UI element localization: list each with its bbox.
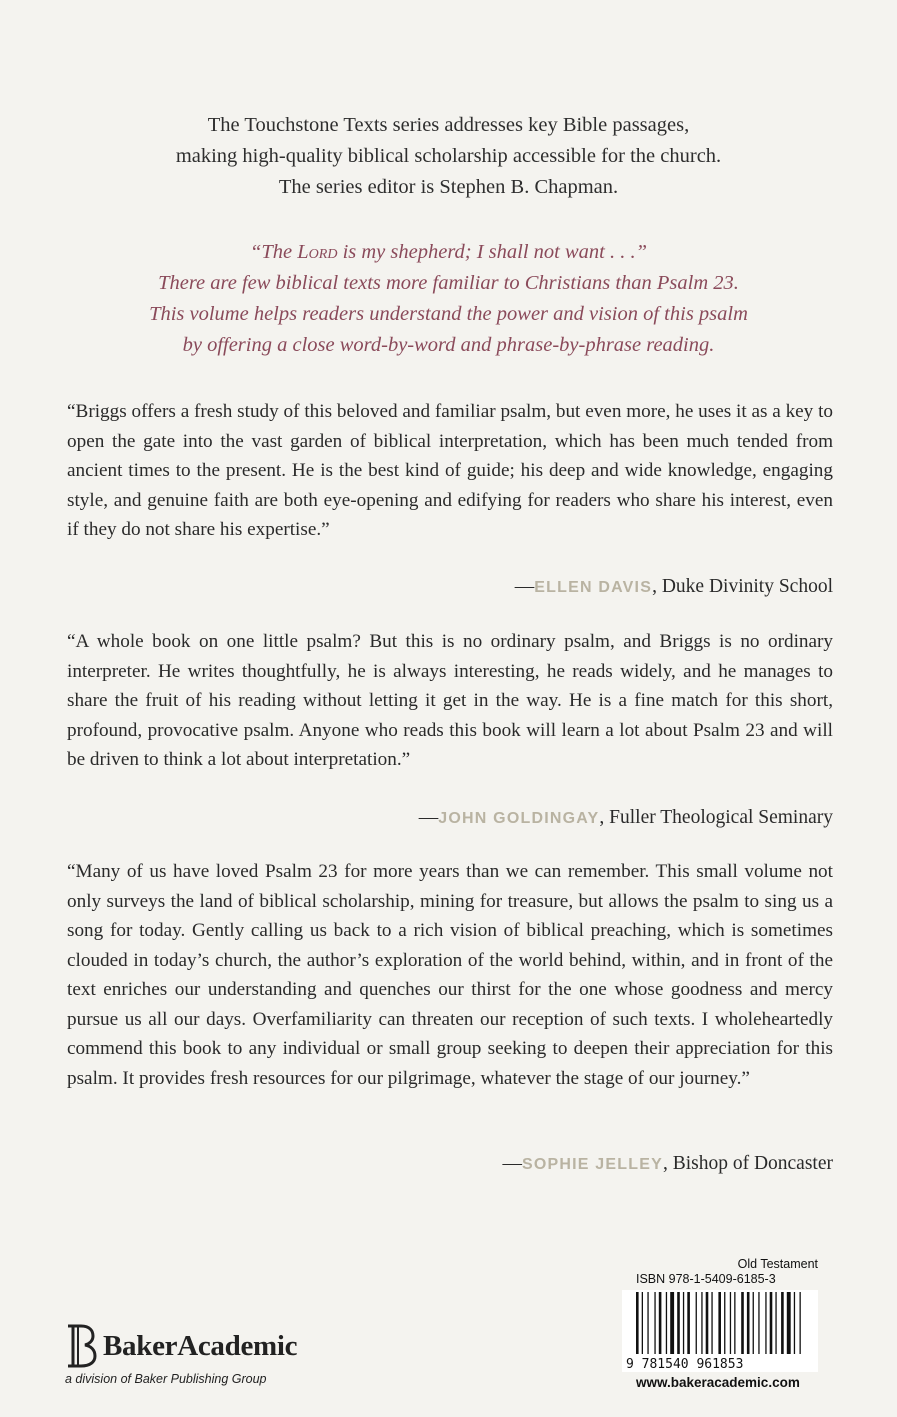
pitch-line-4: by offering a close word-by-word and phrase-by-phrase reading.	[182, 334, 715, 356]
endorser-name: ELLEN DAVIS	[534, 579, 653, 596]
barcode-bar	[794, 1292, 795, 1354]
barcode-digits: 9 781540 961853	[626, 1357, 744, 1372]
baker-b-logo-icon	[63, 1324, 99, 1368]
publisher-block	[63, 1324, 297, 1386]
publisher-subtitle: a division of Baker Publishing Group	[65, 1372, 267, 1386]
barcode-image	[622, 1290, 818, 1372]
endorser-name: SOPHIE JELLEY	[521, 1156, 663, 1173]
barcode-bar	[724, 1292, 725, 1354]
endorsement-attribution-jelley	[502, 1153, 833, 1175]
barcode-bar	[666, 1292, 667, 1354]
publisher-url: www.bakeracademic.com	[636, 1375, 800, 1390]
series-intro-line: The Touchstone Texts series addresses key Bible passages,	[207, 114, 690, 136]
pitch-text: “The	[249, 241, 298, 263]
barcode-bar	[696, 1292, 697, 1354]
attribution-dash: —	[418, 807, 439, 828]
barcode-bar	[687, 1292, 690, 1354]
barcode-bar	[654, 1292, 655, 1354]
book-pitch	[60, 237, 837, 361]
endorser-affiliation: , Bishop of Doncaster	[662, 1153, 833, 1174]
barcode-bar	[730, 1292, 731, 1354]
barcode-bar	[775, 1292, 776, 1354]
barcode-bar	[770, 1292, 773, 1354]
barcode-bar	[765, 1292, 766, 1354]
publisher-name: BakerAcademic	[103, 1329, 298, 1362]
barcode-bar	[636, 1292, 639, 1354]
barcode-bar	[781, 1292, 784, 1354]
barcode-bar	[718, 1292, 721, 1354]
series-intro-line: The series editor is Stephen B. Chapman.	[278, 176, 619, 198]
series-intro-line: making high-quality biblical scholarship accessible for the church.	[175, 145, 722, 167]
barcode-bar	[753, 1292, 754, 1354]
barcode-bar	[659, 1292, 662, 1354]
barcode-bar	[642, 1292, 643, 1354]
barcode-bar	[747, 1292, 750, 1354]
endorsement-quote-davis: “Briggs offers a fresh study of this beloved and familiar psalm, but even more, he uses it as a key to open the gate into the vast garden of biblical interpretation, which has been much tended from ancient times to the present. He is the best kind of guide; his deep and wide knowledge, engaging style, and genuine faith are both eye-opening and edifying for readers who share his interest, even if they do not share his expertise.”	[67, 401, 833, 540]
barcode-bars	[622, 1290, 818, 1372]
barcode-bar	[734, 1292, 735, 1354]
pitch-text: is my shepherd; I shall not want . . .”	[337, 241, 648, 263]
barcode-bar	[677, 1292, 680, 1354]
barcode-bar	[787, 1292, 791, 1354]
barcode-bar	[800, 1292, 801, 1354]
endorsement-attribution-goldingay	[419, 807, 833, 829]
endorser-affiliation: , Fuller Theological Seminary	[599, 807, 833, 828]
isbn-label: ISBN 978-1-5409-6185-3	[636, 1272, 776, 1286]
barcode-bar	[701, 1292, 702, 1354]
category-label: Old Testament	[737, 1257, 818, 1271]
endorser-affiliation: , Duke Divinity School	[652, 576, 833, 597]
barcode-bar	[741, 1292, 744, 1354]
lord-smallcaps: Lord	[297, 241, 338, 263]
attribution-dash: —	[514, 576, 535, 597]
attribution-dash: —	[502, 1153, 522, 1174]
pitch-line-2: There are few biblical texts more familiar to Christians than Psalm 23.	[158, 272, 739, 294]
barcode-bar	[683, 1292, 684, 1354]
endorser-name: JOHN GOLDINGAY	[438, 810, 600, 827]
endorsement-quote-jelley: “Many of us have loved Psalm 23 for more years than we can remember. This small volume not only surveys the land of biblical scholarship, mining for treasure, but allows the psalm to sing us a song for today. Gently calling us back to a rich vision of biblical preaching, which is sometimes clouded in today’s church, the author’s exploration of the world behind, within, and in front of the text enriches our understanding and quenches our thirst for the one whose goodness and mercy pursue us all our days. Overfamiliarity can threaten our reception of such texts. I wholeheartedly commend this book to any individual or small group seeking to deepen their appreciation for this psalm. It provides fresh resources for our pilgrimage, whatever the stage of our journey.”	[67, 861, 833, 1089]
barcode-bar	[758, 1292, 759, 1354]
barcode-block	[622, 1257, 822, 1390]
endorsement-attribution-davis	[515, 576, 833, 598]
series-intro	[60, 110, 837, 203]
barcode-bar	[647, 1292, 648, 1354]
pitch-line-1	[60, 237, 837, 268]
barcode-bar	[670, 1292, 674, 1354]
barcode-bar	[706, 1292, 709, 1354]
pitch-line-3: This volume helps readers understand the power and vision of this psalm	[149, 303, 748, 325]
endorsement-quote-goldingay: “A whole book on one little psalm? But this is no ordinary psalm, and Briggs is no ordinary interpreter. He writes thoughtfully, he is always interesting, he reads widely, and he manages to share the fruit of his reading without letting it get in the way. He is a fine match for this short, profound, provocative psalm. Anyone who reads this book will learn a lot about Psalm 23 and will be driven to think a lot about interpretation.”	[67, 631, 833, 770]
barcode-bar	[711, 1292, 712, 1354]
